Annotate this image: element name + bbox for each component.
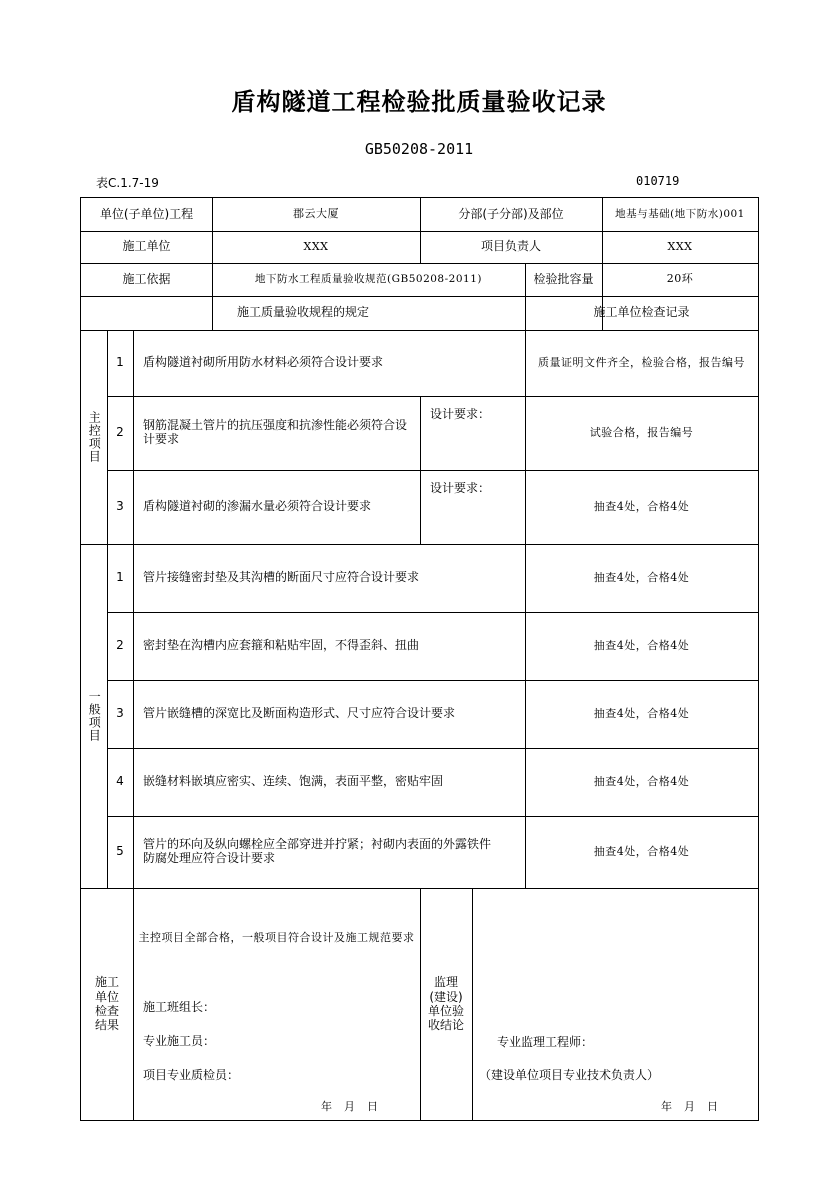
general-item-3-text: 管片嵌缝槽的深宽比及断面构造形式、尺寸应符合设计要求 — [143, 706, 456, 721]
main-item-1-record: 质量证明文件齐全，检验合格，报告编号 — [538, 355, 745, 369]
main-items-label: 主控项目 — [87, 411, 102, 463]
date-right: 年 月 日 — [661, 1100, 719, 1113]
general-item-5-record: 抽查4处，合格4处 — [593, 844, 690, 858]
general-item-1-record: 抽查4处，合格4处 — [593, 570, 690, 584]
main-item-3-record: 抽查4处，合格4处 — [593, 499, 690, 513]
general-item-5-text: 管片的环向及纵向螺栓应全部穿进并拧紧；衬砌内表面的外露铁件防腐处理应符合设计要求 — [143, 837, 492, 865]
general-item-4-no: 4 — [116, 774, 124, 789]
division-label: 分部(子分部)及部位 — [458, 206, 564, 221]
main-item-2-record: 试验合格，报告编号 — [589, 425, 694, 439]
foreman-label: 施工班组长： — [143, 1000, 216, 1014]
supervisor-engineer-label: 专业监理工程师： — [497, 1035, 594, 1049]
pm-label: 项目负责人 — [480, 239, 541, 254]
basis-value: 地下防水工程质量验收规范(GB50208-2011) — [255, 273, 482, 286]
main-item-2-text: 钢筋混凝土管片的抗压强度和抗渗性能必须符合设计要求 — [143, 418, 408, 446]
general-item-2-no: 2 — [116, 638, 124, 653]
record-code: 010719 — [636, 174, 680, 188]
main-item-3-design: 设计要求： — [430, 481, 491, 495]
contractor-result-text: 主控项目全部合格，一般项目符合设计及施工规范要求 — [138, 930, 415, 944]
unit-value: 郡云大厦 — [293, 207, 339, 221]
general-item-1-text: 管片接缝密封垫及其沟槽的断面尺寸应符合设计要求 — [143, 570, 420, 585]
general-item-3-no: 3 — [116, 706, 124, 721]
contractor-label: 施工单位 — [122, 239, 171, 254]
general-item-1-no: 1 — [116, 570, 124, 585]
main-item-1-no: 1 — [116, 355, 124, 370]
main-item-2-design: 设计要求： — [430, 407, 491, 421]
general-item-2-record: 抽查4处，合格4处 — [593, 638, 690, 652]
general-item-4-record: 抽查4处，合格4处 — [593, 774, 690, 788]
capacity-label: 检验批容量 — [533, 271, 594, 286]
inspection-table — [80, 197, 759, 1121]
main-item-1-text: 盾构隧道衬砌所用防水材料必须符合设计要求 — [143, 355, 384, 370]
general-item-5-no: 5 — [116, 844, 124, 859]
general-item-4-text: 嵌缝材料嵌填应密实、连续、饱满，表面平整，密贴牢固 — [143, 774, 444, 789]
main-item-3-no: 3 — [116, 499, 124, 514]
owner-rep-label: （建设单位项目专业技术负责人） — [479, 1068, 660, 1082]
record-header: 施工单位检查记录 — [593, 305, 690, 320]
page-title: 盾构隧道工程检验批质量验收记录 — [231, 88, 607, 116]
general-item-2-text: 密封垫在沟槽内应套箍和粘贴牢固，不得歪斜、扭曲 — [143, 638, 420, 653]
rules-header: 施工质量验收规程的规定 — [236, 305, 369, 320]
date-left: 年 月 日 — [321, 1100, 379, 1113]
division-value: 地基与基础(地下防水)001 — [615, 208, 745, 221]
standard-code: GB50208-2011 — [364, 140, 474, 158]
worker-label: 专业施工员： — [143, 1034, 216, 1048]
inspector-label: 项目专业质检员： — [143, 1068, 240, 1082]
general-item-3-record: 抽查4处，合格4处 — [593, 706, 690, 720]
contractor-value: XXX — [303, 239, 329, 253]
basis-label: 施工依据 — [122, 271, 171, 286]
contractor-result-label: 施工单位检查结果 — [95, 975, 120, 1033]
main-item-2-no: 2 — [116, 425, 124, 440]
main-item-3-text: 盾构隧道衬砌的渗漏水量必须符合设计要求 — [143, 499, 372, 514]
supervisor-result-label: 监理(建设)单位验收结论 — [428, 975, 465, 1033]
capacity-value: 20环 — [666, 272, 694, 286]
general-items-label: 一般项目 — [87, 690, 102, 742]
form-number: 表C.1.7-19 — [96, 176, 159, 190]
unit-label: 单位(子单位)工程 — [99, 206, 194, 221]
pm-value: XXX — [667, 239, 693, 253]
